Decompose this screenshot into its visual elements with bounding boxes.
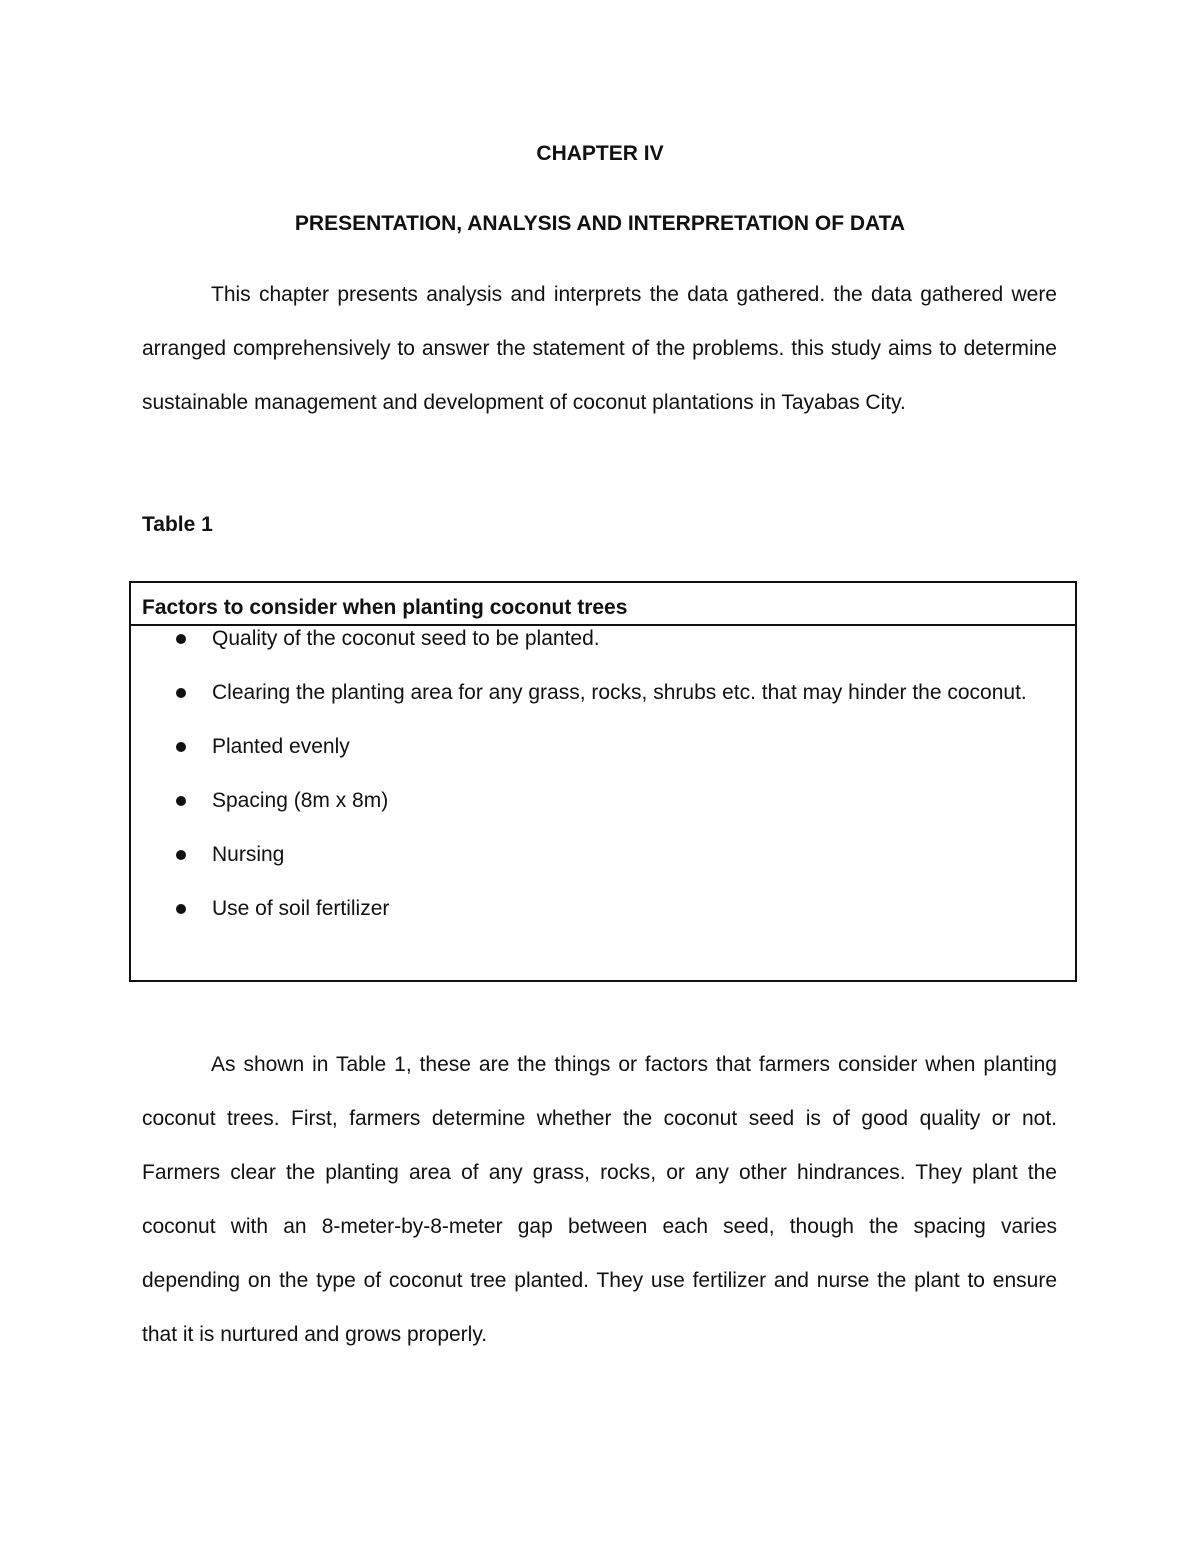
factor-text: Spacing (8m x 8m)	[212, 789, 389, 812]
bullet-icon	[176, 796, 186, 806]
bullet-icon	[176, 742, 186, 752]
factor-item	[131, 666, 1075, 720]
factor-text: Quality of the coconut seed to be planted.	[212, 627, 600, 650]
intro-paragraph: This chapter presents analysis and interprets the data gathered. the data gathered were arranged comprehensively to answer the statement of the problems. this study aims to determine sustainable management and development of coconut plantations in Tayabas City.	[142, 283, 1057, 414]
bullet-icon	[176, 634, 186, 644]
table-header: Factors to consider when planting coconut trees	[131, 583, 1075, 626]
factor-item	[131, 720, 1075, 774]
factors-table	[129, 581, 1077, 982]
factor-item	[131, 612, 1075, 666]
factor-item	[131, 774, 1075, 828]
factor-item	[131, 882, 1075, 936]
discussion-paragraph: As shown in Table 1, these are the things or factors that farmers consider when planting coconut trees. First, farmers determine whether the coconut seed is of good quality or not. Farmers clear the planting area of any grass, rocks, or any other hindrances. They plant the coconut with an 8-meter-by-8-meter gap between each seed, though the spacing varies depending on the type of coconut tree planted. They use fertilizer and nurse the plant to ensure that it is nurtured and grows properly.	[142, 1053, 1057, 1346]
factor-text: Nursing	[212, 843, 285, 866]
factor-item	[131, 828, 1075, 882]
factor-text: Planted evenly	[212, 735, 350, 758]
table-label: Table 1	[142, 513, 213, 536]
section-title: PRESENTATION, ANALYSIS AND INTERPRETATION OF DATA	[294, 212, 906, 235]
factor-text: Use of soil fertilizer	[212, 897, 390, 920]
bullet-icon	[176, 850, 186, 860]
factor-text: Clearing the planting area for any grass, rocks, shrubs etc. that may hinder the coconut.	[212, 681, 1027, 704]
bullet-icon	[176, 688, 186, 698]
chapter-title: CHAPTER IV	[536, 142, 664, 165]
factor-list	[131, 612, 1075, 936]
bullet-icon	[176, 904, 186, 914]
